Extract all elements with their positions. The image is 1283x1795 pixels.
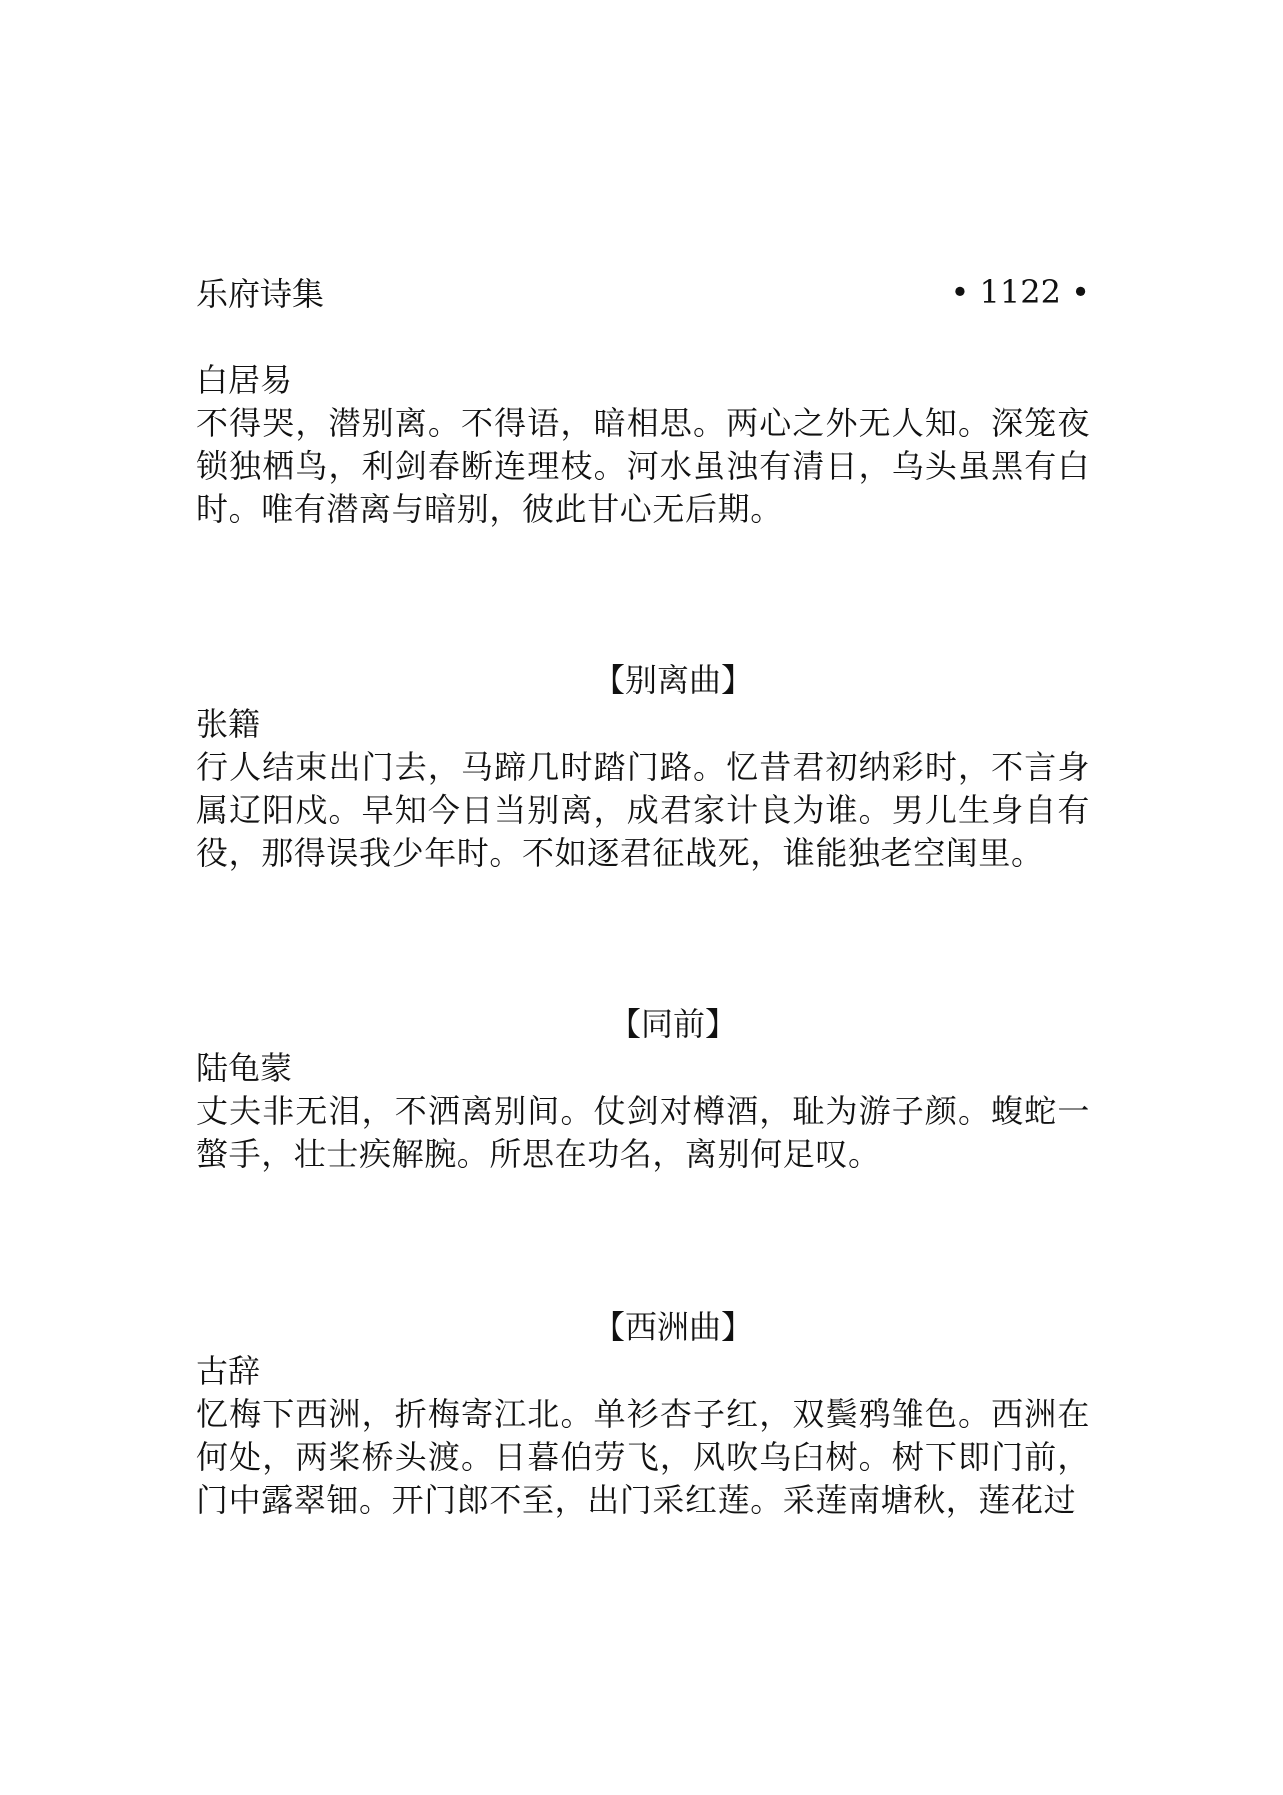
poem-section-4 [196,1305,1090,1522]
poem-section-1 [196,358,1090,531]
poem-author: 陆龟蒙 [196,1049,293,1087]
poem-author: 古辞 [196,1352,261,1390]
page-header [196,268,1090,316]
poem-title: 【西洲曲】 [592,1308,753,1346]
poem-author: 张籍 [196,705,261,743]
poem-text: 丈夫非无泪，不洒离别间。仗剑对樽酒，耻为游子颜。蝮蛇一螫手，壮士疾解腕。所思在功名，离别何足叹。 [196,1092,1090,1173]
poem-section-2 [196,658,1090,875]
book-title: 乐府诗集 [196,275,325,313]
poem-section-3 [196,1002,1090,1176]
poem-text: 行人结束出门去，马蹄几时踏门路。忆昔君初纳彩时，不言身属辽阳戍。早知今日当别离，成君家计良为谁。男儿生身自有役，那得误我少年时。不如逐君征战死，谁能独老空闺里。 [196,748,1090,872]
document-page [196,0,1090,1795]
poem-title: 【别离曲】 [592,661,753,699]
page-number: • 1122 • [950,273,1090,311]
poem-title: 【同前】 [608,1005,737,1043]
poem-text: 忆梅下西洲，折梅寄江北。单衫杏子红，双鬓鸦雏色。西洲在何处，两桨桥头渡。日暮伯劳飞，风吹乌臼树。树下即门前，门中露翠钿。开门郎不至，出门采红莲。采莲南塘秋，莲花过 [196,1395,1090,1519]
poem-text: 不得哭，潜别离。不得语，暗相思。两心之外无人知。深笼夜锁独栖鸟，利剑春断连理枝。河水虽浊有清日，乌头虽黑有白时。唯有潜离与暗别，彼此甘心无后期。 [196,404,1090,528]
poem-author: 白居易 [196,361,293,399]
